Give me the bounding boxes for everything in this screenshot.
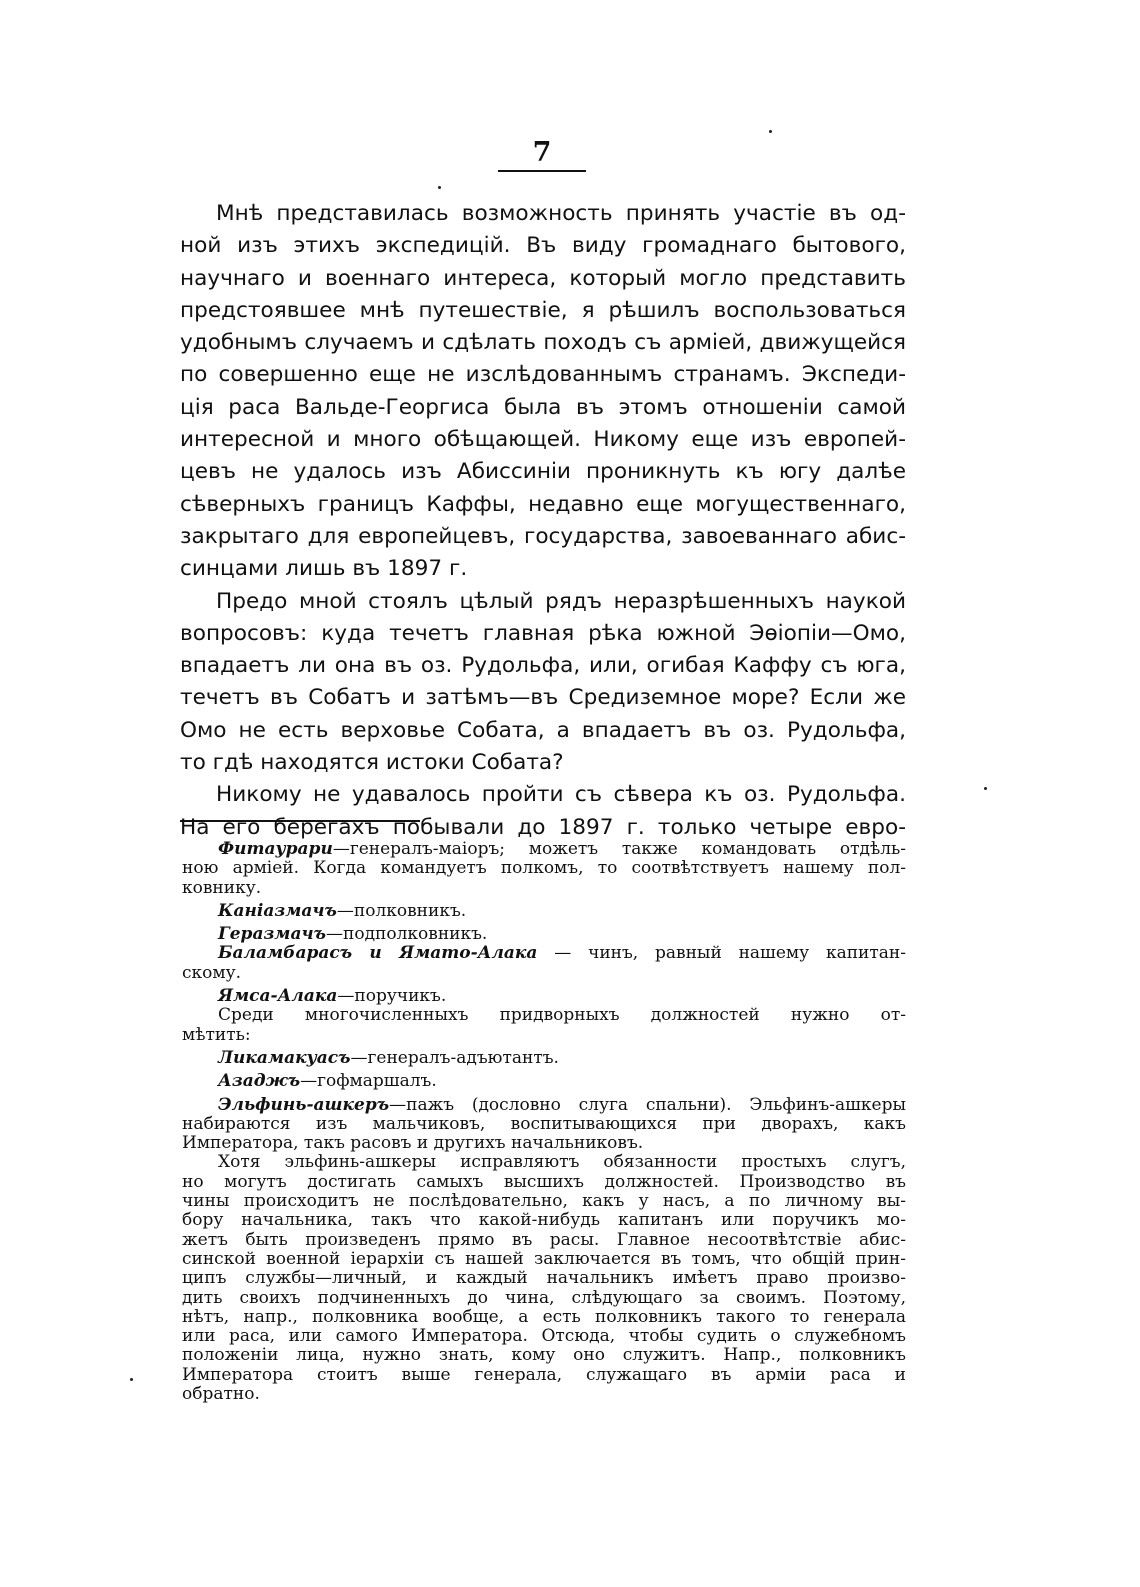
footnote-line bbox=[182, 1385, 906, 1404]
footnote-line bbox=[182, 1049, 906, 1068]
footnote-term: Ликамакуасъ bbox=[218, 1047, 351, 1068]
footnote-line bbox=[182, 902, 906, 921]
text-line: течетъ въ Собатъ и затѣмъ—въ Средиземное море? Если же bbox=[180, 685, 906, 711]
footnote-term: Баламбарасъ и Ямато-Алака bbox=[218, 943, 538, 964]
footnote-line bbox=[182, 1346, 906, 1365]
footnote-line bbox=[182, 987, 906, 1006]
text-line: Мнѣ представилась возможность принять участіе въ од- bbox=[216, 201, 906, 226]
footnote-line bbox=[182, 1269, 906, 1288]
footnote-text: —генералъ-адъютантъ. bbox=[350, 1047, 559, 1068]
text-line: научнаго и военнаго интереса, который могло представить bbox=[180, 265, 906, 291]
footnote-text: мѣтить: bbox=[182, 1024, 251, 1045]
text-line: Омо не есть верховье Собата, а впадаетъ въ оз. Рудольфа, bbox=[180, 717, 906, 743]
footnote-text: обратно. bbox=[182, 1384, 260, 1405]
text-line: Никому не удавалось пройти съ сѣвера къ оз. Рудольфа. bbox=[216, 782, 906, 808]
footnote-text: бору начальника, такъ что какой-нибудь капитанъ или поручикъ мо- bbox=[182, 1210, 906, 1231]
footnote-term: Эльфинь-ашкеръ bbox=[218, 1094, 390, 1115]
footnote-text: жетъ быть произведенъ прямо въ расы. Главное несоотвѣтствіе абис- bbox=[182, 1229, 906, 1250]
footnote-text: — чинъ, равный нашему капитан- bbox=[537, 943, 906, 964]
text-line: впадаетъ ли она въ оз. Рудольфа, или, огибая Каффу съ юга, bbox=[180, 653, 906, 679]
footnote-line bbox=[182, 1096, 906, 1115]
text-line: сѣверныхъ границъ Каффы, недавно еще могущественнаго, bbox=[180, 491, 906, 517]
footnote-text: ковнику. bbox=[182, 877, 262, 898]
footnote-line bbox=[182, 1192, 906, 1211]
footnote-text: Среди многочисленныхъ придворныхъ должностей нужно от- bbox=[218, 1005, 906, 1026]
footnote-line bbox=[182, 1026, 906, 1045]
text-line: ція раса Вальде-Георгиса была въ этомъ отношеніи самой bbox=[180, 394, 906, 420]
footnote-line bbox=[182, 1134, 906, 1153]
footnote-line bbox=[182, 1072, 906, 1091]
text-line: ной изъ этихъ экспедицій. Въ виду громаднаго бытового, bbox=[180, 233, 906, 259]
footnote-line bbox=[182, 925, 906, 944]
footnote-line bbox=[182, 1250, 906, 1269]
footnote-line bbox=[182, 879, 906, 898]
text-line: На его берегахъ побывали до 1897 г. только четыре евро- bbox=[180, 814, 906, 840]
text-line: удобнымъ случаемъ и сдѣлать походъ съ арміей, движущейся bbox=[180, 330, 906, 356]
footnote-line bbox=[182, 1289, 906, 1308]
page-number: 7 bbox=[498, 138, 586, 172]
footnotes bbox=[182, 840, 906, 1404]
scan-speck bbox=[438, 186, 441, 189]
footnote-line bbox=[182, 1308, 906, 1327]
footnote-text: —подполковникъ. bbox=[326, 924, 488, 945]
footnote-line bbox=[182, 1153, 906, 1172]
footnote-line bbox=[182, 1327, 906, 1346]
footnote-line bbox=[182, 840, 906, 859]
footnote-line bbox=[182, 964, 906, 983]
footnote-separator bbox=[180, 820, 420, 822]
footnote-term: Ямса-Алака bbox=[218, 986, 338, 1007]
footnote-line bbox=[182, 1211, 906, 1230]
footnote-text: ципъ службы—личный, и каждый начальникъ имѣетъ право произво- bbox=[182, 1268, 906, 1289]
footnote-line bbox=[182, 944, 906, 963]
footnote-text: —полковникъ. bbox=[336, 900, 467, 921]
footnote-text: синской военной іерархіи съ нашей заключается въ томъ, что общій прин- bbox=[182, 1248, 906, 1269]
text-line: Предо мной стоялъ цѣлый рядъ неразрѣшенныхъ наукой bbox=[216, 588, 906, 614]
scan-speck bbox=[769, 130, 772, 133]
text-line: вопросовъ: куда течетъ главная рѣка южной Эѳіопіи—Омо, bbox=[180, 620, 906, 646]
footnote-text: или раса, или самого Императора. Отсюда, чтобы судить о служебномъ bbox=[182, 1326, 906, 1347]
footnote-term: Фитаурари bbox=[218, 839, 333, 859]
scan-speck bbox=[984, 787, 987, 790]
footnote-text: чины происходитъ не послѣдовательно, какъ у насъ, а по личному вы- bbox=[182, 1191, 906, 1212]
footnote-text: но могутъ достигать самыхъ высшихъ должностей. Производство въ bbox=[182, 1171, 906, 1192]
footnote-line bbox=[182, 859, 906, 878]
footnote-term: Каніазмачъ bbox=[218, 900, 337, 921]
footnote-text: —генералъ-маіоръ; можетъ также командовать отдѣль- bbox=[332, 839, 906, 859]
footnote-term: Азаджъ bbox=[218, 1071, 301, 1092]
footnote-text: скому. bbox=[182, 962, 242, 983]
footnote-line bbox=[182, 1006, 906, 1025]
footnote-text: —пажъ (дословно слуга спальни). Эльфинъ-ашкеры bbox=[389, 1094, 906, 1115]
footnote-text: дить своихъ подчиненныхъ до чина, слѣдующаго за своимъ. Поэтому, bbox=[182, 1287, 906, 1308]
footnote-text: набираются изъ мальчиковъ, воспитывающихся при дворахъ, какъ bbox=[182, 1113, 906, 1134]
text-line: интересной и много обѣщающей. Никому еще изъ европей- bbox=[180, 427, 906, 453]
footnote-line bbox=[182, 1366, 906, 1385]
footnote-text: Императора, такъ расовъ и другихъ начальниковъ. bbox=[182, 1133, 644, 1154]
main-text bbox=[180, 198, 906, 844]
text-line: цевъ не удалось изъ Абиссиніи проникнуть къ югу далѣе bbox=[180, 459, 906, 485]
footnote-text: —поручикъ. bbox=[337, 986, 447, 1007]
footnote-line bbox=[182, 1115, 906, 1134]
scan-speck bbox=[130, 1378, 133, 1381]
footnote-text: нѣтъ, напр., полковника вообще, а есть полковникъ такого то генерала bbox=[182, 1306, 906, 1327]
footnote-line bbox=[182, 1231, 906, 1250]
text-line: синцами лишь въ 1897 г. bbox=[180, 556, 468, 582]
footnote-term: Геразмачъ bbox=[218, 924, 326, 945]
footnote-line bbox=[182, 1173, 906, 1192]
footnote-text: —гофмаршалъ. bbox=[300, 1071, 437, 1092]
text-line: то гдѣ находятся истоки Собата? bbox=[180, 750, 564, 776]
footnote-text: ною арміей. Когда командуетъ полкомъ, то соотвѣтствуетъ нашему пол- bbox=[182, 858, 906, 879]
text-line: предстоявшее мнѣ путешествіе, я рѣшилъ воспользоваться bbox=[180, 297, 906, 323]
text-line: по совершенно еще не изслѣдованнымъ странамъ. Экспеди- bbox=[180, 362, 906, 388]
text-line: закрытаго для европейцевъ, государства, завоеваннаго абис- bbox=[180, 523, 906, 549]
footnote-text: Хотя эльфинь-ашкеры исправляютъ обязанности простыхъ слугъ, bbox=[218, 1152, 906, 1173]
footnote-text: Императора стоитъ выше генерала, служащаго въ арміи раса и bbox=[182, 1364, 906, 1385]
footnote-text: положеніи лица, нужно знать, кому оно служитъ. Напр., полковникъ bbox=[182, 1345, 906, 1366]
